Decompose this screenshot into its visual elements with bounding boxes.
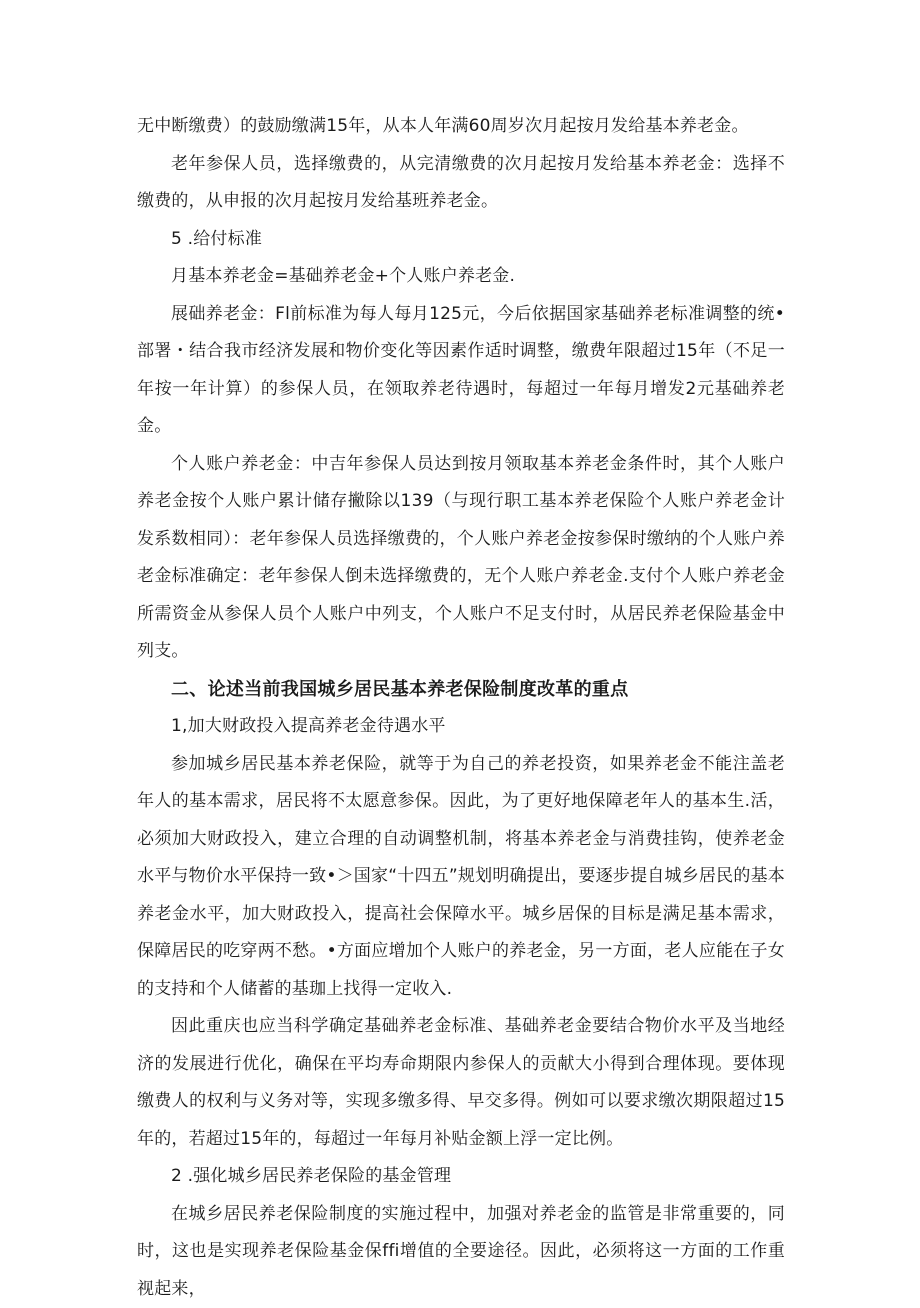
text-column [137, 108, 785, 1308]
paragraph-9: 因此重庆也应当科学确定基础养老金标准、基础养老金要结合物价水平及当地经济的发展进行优化，确保在平均寿命期限内参保人的贡献大小得到合理体现。要体现缴费人的权利与义务对等，实现多缴多得、早交多得。例如可以要求缴次期限超过15年的，若超过15年的，每超过一年每月补贴金额上浮一定比例。 [137, 1008, 785, 1158]
paragraph-10-subheading: 2 .强化城乡居民养老保险的基金管理 [137, 1158, 785, 1196]
paragraph-5: 展础养老金：Fl前标准为每人每月125元，今后依据国家基础养老标准调整的统•部署・结合我市经济发展和物价变化等因素作适时调整，缴费年限超过15年（不足一年按一年计算）的参保人员，在领取养老待遇时，每超过一年每月增发2元基础养老金。 [137, 296, 785, 446]
paragraph-4: 月基本养老金=基础养老金+个人账户养老金. [137, 258, 785, 296]
paragraph-2: 老年参保人员，选择缴费的，从完清缴费的次月起按月发给基本养老金：选择不缴费的，从申报的次月起按月发给基班养老金。 [137, 146, 785, 221]
paragraph-8: 参加城乡居民基本养老保险，就等于为自己的养老投资，如果养老金不能注盖老年人的基本需求，居民将不太愿意参保。因此，为了更好地保障老年人的基本生.活，必须加大财政投入，建立合理的自动调整机制，将基本养老金与消费挂钩，使养老金水平与物价水平保持一致•＞国家“十四五”规划明确提出，要逐步提自城乡居民的基本养老金水平，加大财政投入，提高社会保障水平。城乡居保的目标是满足基本需求，保障居民的吃穿两不愁。•方面应增加个人账户的养老金，另一方面，老人应能在子女的支持和个人储蓄的基珈上找得一定收入. [137, 746, 785, 1009]
paragraph-6: 个人账户养老金：中吉年参保人员达到按月领取基本养老金条件时，其个人账户养老金按个人账户累计储存撇除以139（与现行职工基本养老保险个人账户养老金计发系数相同）：老年参保人员选择缴费的，个人账户养老金按参保时缴纳的个人账户养老金标准确定：老年参保人倒未选择缴费的，无个人账户养老金.支付个人账户养老金所需资金从参保人员个人账户中列支，个人账户不足支付时，从居民养老保险基金中列支。 [137, 446, 785, 671]
paragraph-11: 在城乡居民养老保险制度的实施过程中，加强对养老金的监管是非常重要的，同时，这也是实现养老保险基金保ffi增值的全要途径。因此，必须将这一方面的工作重视起来， [137, 1196, 785, 1308]
paragraph-1: 无中断缴费）的鼓励缴满15年，从本人年满60周岁次月起按月发给基本养老金。 [137, 108, 785, 146]
section-heading-2: 二、论述当前我国城乡居民基本养老保险制度改革的重点 [137, 671, 785, 709]
paragraph-3-heading: 5 .给付标准 [137, 221, 785, 259]
paragraph-7-subheading: 1,加大财政投入提高养老金待遇水平 [137, 708, 785, 746]
